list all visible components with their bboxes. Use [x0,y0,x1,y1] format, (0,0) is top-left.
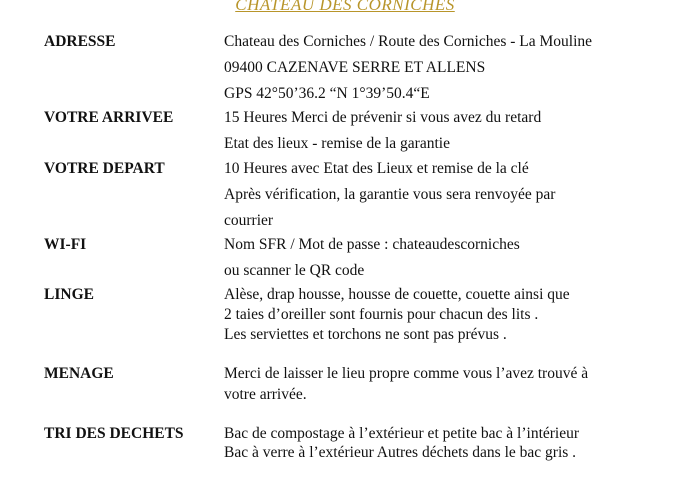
label-adresse: ADRESSE [44,33,116,50]
page-title: CHATEAU DES CORNICHES [235,0,455,14]
linge-line: Alèse, drap housse, housse de couette, couette ainsi que [224,286,570,303]
arrivee-line: Etat des lieux - remise de la garantie [224,135,450,152]
tri-line: Bac à verre à l’extérieur Autres déchets dans le bac gris . [224,444,577,461]
label-menage: MENAGE [44,365,114,382]
adresse-line: GPS 42°50’36.2 “N 1°39’50.4“E [224,85,430,102]
wifi-line: ou scanner le QR code [224,262,365,279]
menage-line: votre arrivée. [224,386,307,403]
label-depart: VOTRE DEPART [44,160,165,177]
depart-line: courrier [224,212,274,229]
wifi-line: Nom SFR / Mot de passe : chateaudescorniches [224,236,520,253]
adresse-line: 09400 CAZENAVE SERRE ET ALLENS [224,59,486,76]
depart-line: Après vérification, la garantie vous sera renvoyée par [224,186,556,203]
depart-line: 10 Heures avec Etat des Lieux et remise de la clé [224,160,529,177]
tri-line: Bac de compostage à l’extérieur et petite bac à l’intérieur [224,425,580,442]
label-linge: LINGE [44,286,94,303]
adresse-line: Chateau des Corniches / Route des Corniches - La Mouline [224,33,593,50]
label-wifi: WI-FI [44,236,87,253]
label-tri-dechets: TRI DES DECHETS [44,425,184,442]
linge-line: 2 taies d’oreiller sont fournis pour chacun des lits . [224,306,539,323]
menage-line: Merci de laisser le lieu propre comme vous l’avez trouvé à [224,365,589,382]
arrivee-line: 15 Heures Merci de prévenir si vous avez du retard [224,109,542,126]
label-arrivee: VOTRE ARRIVEE [44,109,174,126]
linge-line: Les serviettes et torchons ne sont pas prévus . [224,326,507,343]
